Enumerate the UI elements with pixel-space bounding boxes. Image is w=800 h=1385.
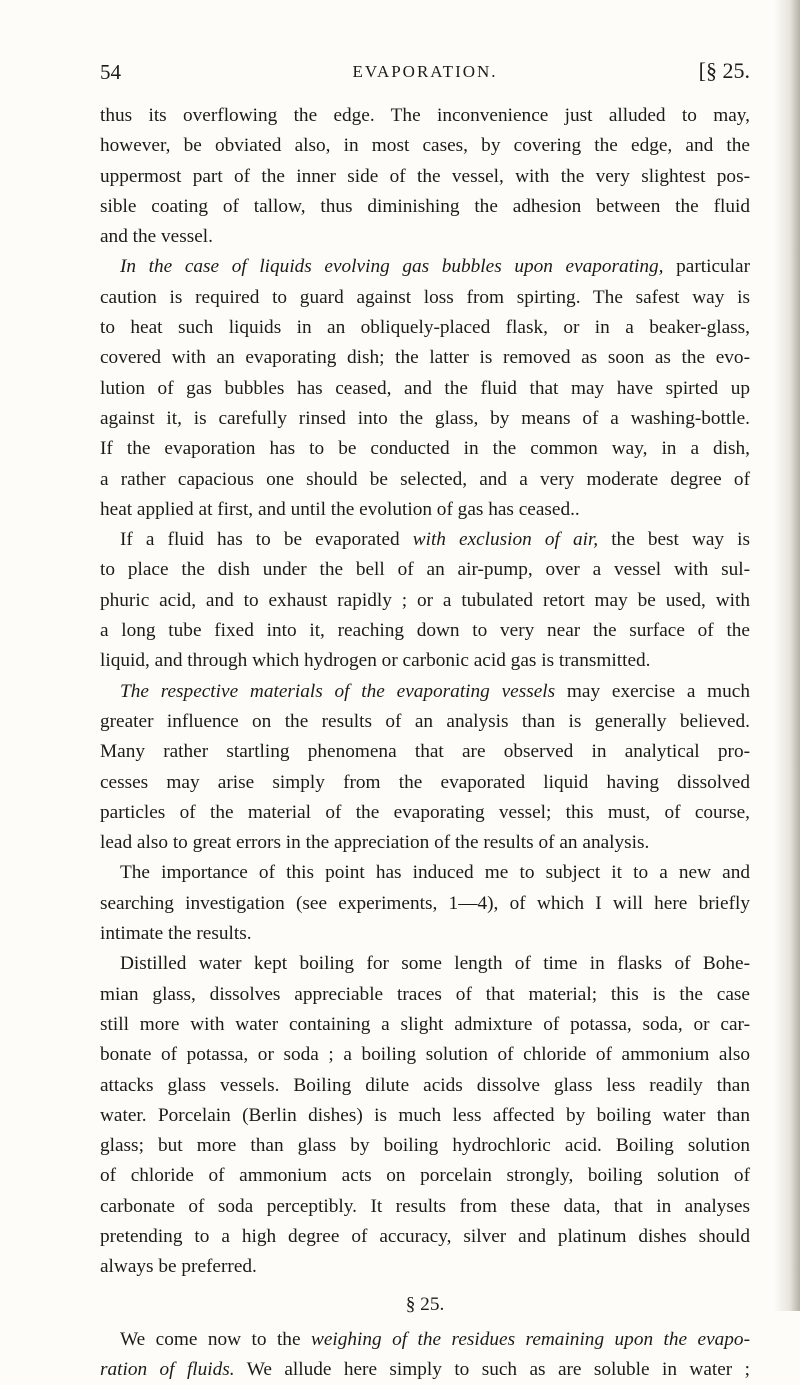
text-line: The importance of this point has induced me to subject it to a new and: [120, 862, 750, 884]
text-run: If a fluid has to be evaporated: [120, 529, 400, 551]
text-line: carbonate of soda perceptibly. It results from these data, that in analyses: [100, 1195, 750, 1217]
text-line: to place the dish under the bell of an air-pump, over a vessel with sul-: [100, 559, 750, 581]
text-line: to heat such liquids in an obliquely-placed flask, or in a beaker-glass,: [100, 317, 750, 339]
text-line: Distilled water kept boiling for some length of time in flasks of Bohe-: [120, 953, 750, 975]
text-line: caution is required to guard against loss from spirting. The safest way is: [100, 286, 750, 308]
page-edge-shadow: [774, 0, 800, 1311]
text-line: thus its overflowing the edge. The inconvenience just alluded to may,: [100, 105, 750, 126]
text-line: [100, 252, 750, 282]
text-line: mian glass, dissolves appreciable traces of that material; this is the case: [100, 983, 750, 1005]
text-line: [100, 1325, 750, 1355]
text-run: We allude here simply to such as are soluble in water ;: [234, 1359, 750, 1381]
page-number: 54: [100, 60, 121, 84]
text-line: and the vessel.: [100, 226, 213, 248]
text-line: however, be obviated also, in most cases, by covering the edge, and the: [100, 135, 750, 157]
text-line: heat applied at first, and until the evolution of gas has ceased..: [100, 498, 580, 520]
text-line: attacks glass vessels. Boiling dilute acids dissolve glass less readily than: [100, 1074, 750, 1096]
text-line: [100, 1355, 750, 1385]
text-line: searching investigation (see experiments, 1—4), of which I will here briefly: [100, 892, 750, 914]
text-line: still more with water containing a slight admixture of potassa, soda, or car-: [100, 1013, 750, 1035]
text-line: lead also to great errors in the appreciation of the results of an analysis.: [100, 832, 650, 854]
text-line: Many rather startling phenomena that are observed in analytical pro-: [100, 741, 750, 763]
italic-phrase: with exclusion of air,: [412, 529, 599, 551]
text-line: uppermost part of the inner side of the vessel, with the very slightest pos-: [100, 165, 750, 187]
text-line: [100, 677, 750, 707]
text-run: may exercise a much: [555, 680, 750, 702]
italic-phrase: ration of fluids.: [100, 1359, 235, 1381]
section-heading: § 25.: [405, 1293, 445, 1315]
text-line: against it, is carefully rinsed into the glass, by means of a washing-bottle.: [100, 407, 750, 429]
text-line: a rather capacious one should be selected, and a very moderate degree of: [100, 468, 750, 490]
section-reference: [§ 25.: [698, 58, 750, 83]
text-line: If the evaporation has to be conducted in the common way, in a dish,: [100, 438, 750, 460]
running-title: EVAPORATION.: [352, 62, 498, 81]
text-line: cesses may arise simply from the evaporated liquid having dissolved: [100, 771, 750, 793]
text-line: phuric acid, and to exhaust rapidly ; or a tubulated retort may be used, with: [100, 589, 750, 611]
text-line: water. Porcelain (Berlin dishes) is much less affected by boiling water than: [100, 1104, 750, 1126]
text-run: We come now to the: [120, 1328, 301, 1350]
running-head: [100, 58, 750, 88]
text-run: particular: [663, 256, 750, 278]
text-line: a long tube fixed into it, reaching down to very near the surface of the: [100, 620, 750, 642]
text-line: always be preferred.: [100, 1256, 257, 1278]
italic-phrase: weighing of the residues remaining upon the evapo-: [310, 1328, 750, 1350]
text-line: pretending to a high degree of accuracy, silver and platinum dishes should: [100, 1225, 750, 1247]
text-line: [100, 525, 750, 555]
text-line: sible coating of tallow, thus diminishing the adhesion between the fluid: [100, 195, 750, 217]
text-line: covered with an evaporating dish; the latter is removed as soon as the evo-: [100, 347, 750, 369]
text-line: lution of gas bubbles has ceased, and the fluid that may have spirted up: [100, 377, 750, 399]
italic-phrase: The respective materials of the evaporating vessels: [120, 680, 556, 702]
text-line: liquid, and through which hydrogen or carbonic acid gas is transmitted.: [100, 650, 651, 672]
text-line: bonate of potassa, or soda ; a boiling solution of chloride of ammonium also: [100, 1044, 750, 1066]
text-line: intimate the results.: [100, 923, 252, 945]
italic-phrase: In the case of liquids evolving gas bubbles upon evaporating,: [120, 256, 664, 278]
text-line: particles of the material of the evaporating vessel; this must, of course,: [100, 801, 750, 823]
body-text: [100, 101, 750, 1385]
text-line: of chloride of ammonium acts on porcelain strongly, boiling solution of: [100, 1165, 750, 1187]
text-line: greater influence on the results of an analysis than is generally believed.: [100, 710, 750, 732]
text-line: glass; but more than glass by boiling hydrochloric acid. Boiling solution: [100, 1135, 750, 1157]
text-run: the best way is: [598, 529, 750, 551]
